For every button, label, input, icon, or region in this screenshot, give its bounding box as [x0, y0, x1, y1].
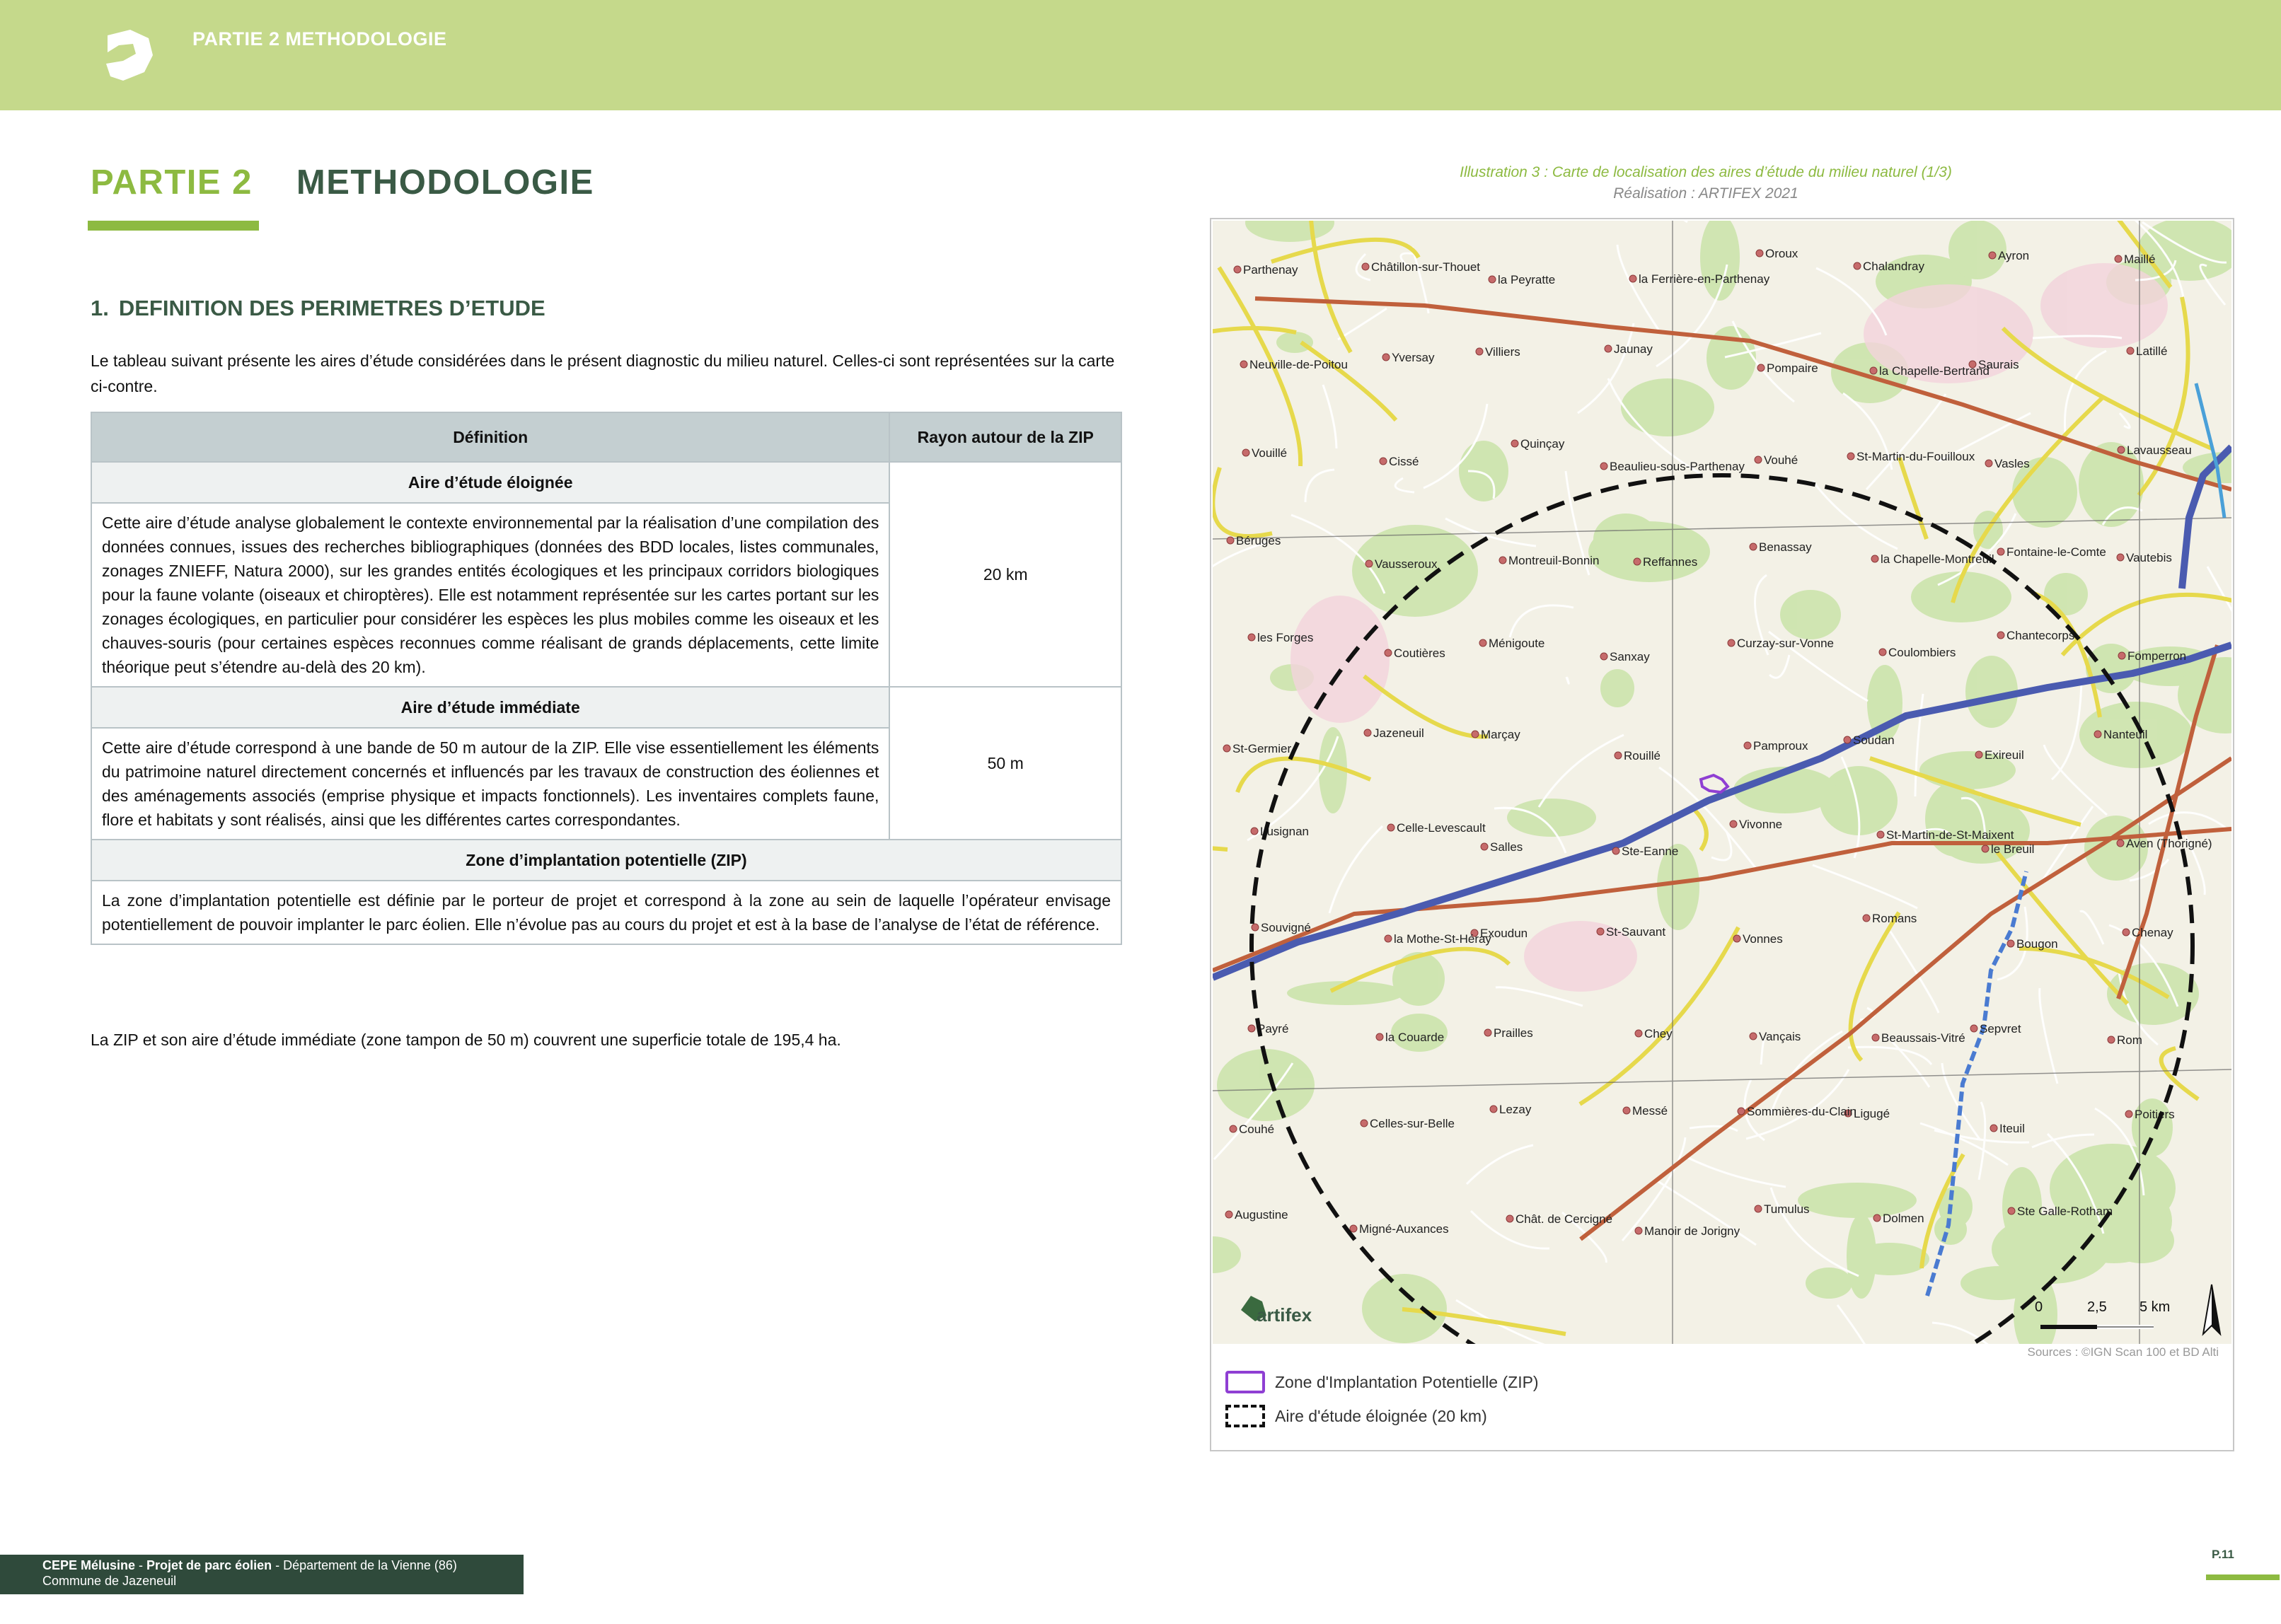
forest-area — [1507, 799, 1596, 837]
village-marker — [1873, 1214, 1881, 1222]
village-marker — [1985, 460, 1992, 467]
scale-label-5km: 5 km — [2139, 1299, 2171, 1315]
forest-area — [1276, 332, 1313, 353]
village-marker — [1750, 1033, 1757, 1040]
village-marker — [1225, 1211, 1232, 1218]
map-brand: artifex — [1257, 1304, 1312, 1326]
place-label: Villiers — [1485, 345, 1520, 359]
forest-area — [1934, 1214, 1967, 1245]
village-marker — [1385, 935, 1392, 942]
village-marker — [1600, 463, 1607, 470]
table-header-row — [91, 412, 1121, 462]
place-label: Exoudun — [1480, 927, 1528, 940]
village-marker — [1877, 831, 1884, 838]
place-label: Lusignan — [1260, 825, 1310, 838]
village-marker — [1472, 731, 1479, 738]
village-marker — [1755, 456, 1762, 463]
place-label: Nanteuil — [2103, 728, 2148, 741]
area-radius: 20 km — [889, 462, 1121, 687]
place-label: Châtillon-sur-Thouet — [1371, 260, 1481, 274]
place-label: Saurais — [1978, 358, 2019, 371]
area-description: Cette aire d’étude analyse globalement le contexte environnemental par la réalisation d’une compilation des données connues, issues des recherches bibliographiques (données des BDD locales, listes communales, zonages ZNIEFF, Natura 2000), sur les grandes entités écologiques et les principaux corridors biologiques pour la faune volante (oiseaux et chiroptères). Elle est notamment représentée sur les cartes portant sur les zonages écologiques, en particulier pour considérer les espèces les plus mobiles comme les oiseaux et les chauves-souris (pour certaines espèces reconnues comme réalisant de grands déplacements, cette limite théorique peut s’étendre au-delà des 20 km). — [91, 503, 889, 687]
village-marker — [1506, 1215, 1513, 1222]
section-number: 1. — [91, 296, 109, 320]
area-name: Zone d’implantation potentielle (ZIP) — [91, 840, 1121, 881]
village-marker — [2007, 940, 2014, 947]
village-marker — [1605, 345, 1612, 352]
village-marker — [2118, 446, 2125, 453]
village-marker — [1376, 1033, 1383, 1040]
place-label: Benassay — [1759, 540, 1812, 554]
village-marker — [1350, 1225, 1357, 1232]
place-label: Beaulieu-sous-Parthenay — [1610, 460, 1745, 473]
place-label: St-Martin-du-Fouilloux — [1856, 450, 1975, 463]
village-marker — [1970, 1025, 1977, 1032]
place-label: Yversay — [1392, 351, 1435, 364]
village-marker — [1990, 1125, 1997, 1132]
place-label: Sommières-du-Clain — [1747, 1105, 1856, 1118]
village-marker — [2094, 731, 2101, 738]
part-heading — [91, 163, 594, 202]
village-marker — [1479, 639, 1486, 646]
place-label: Romans — [1872, 912, 1917, 925]
place-label: Chalandray — [1863, 260, 1924, 273]
area-radius: 50 m — [889, 687, 1121, 840]
area-name: Aire d’étude immédiate — [91, 687, 889, 728]
place-label: Vausseroux — [1375, 557, 1438, 571]
place-label: Chât. de Cercigné — [1515, 1212, 1613, 1226]
place-label: Manoir de Jorigny — [1644, 1224, 1740, 1238]
village-marker — [1879, 649, 1886, 656]
village-marker — [2115, 255, 2122, 262]
place-label: Chenay — [2132, 926, 2173, 939]
village-marker — [2117, 840, 2124, 847]
footer-commune: Commune de Jazeneuil — [42, 1574, 177, 1588]
place-label: Pompaire — [1767, 361, 1818, 375]
place-label: Exireuil — [1985, 748, 2024, 762]
forest-area — [1459, 441, 1508, 501]
zip-symbol-icon — [1225, 1371, 1265, 1393]
section-title — [91, 296, 545, 321]
place-label: le Breuil — [1991, 842, 2035, 856]
legend-item-aire — [1225, 1399, 1539, 1433]
footer-line-1: CEPE Mélusine - Projet de parc éolien - Département de la Vienne (86) — [42, 1558, 457, 1572]
legend-label: Zone d'Implantation Potentielle (ZIP) — [1275, 1372, 1539, 1391]
map-sources: Sources : ©IGN Scan 100 et BD Alti — [2027, 1345, 2219, 1359]
place-label: Montreuil-Bonnin — [1508, 554, 1600, 567]
place-label: Vouhé — [1764, 453, 1798, 467]
village-marker — [1844, 736, 1851, 743]
village-marker — [1738, 1108, 1745, 1115]
village-marker — [1600, 653, 1607, 660]
village-marker — [2008, 1207, 2015, 1214]
part-name: METHODOLOGIE — [296, 163, 594, 202]
place-label: St-Germier — [1232, 742, 1292, 755]
village-marker — [1223, 745, 1230, 752]
village-marker — [2127, 347, 2134, 354]
map-image — [1213, 221, 2231, 1344]
table-row — [91, 462, 1121, 503]
place-label: Vivonne — [1739, 818, 1783, 831]
village-marker — [1733, 935, 1740, 942]
page-number: P.11 — [2212, 1548, 2234, 1561]
figure-credit: Réalisation : ARTIFEX 2021 — [1613, 185, 1798, 202]
place-label: Soudan — [1853, 733, 1895, 747]
village-marker — [1380, 458, 1387, 465]
figure-caption: Illustration 3 : Carte de localisation des aires d’étude du milieu naturel (1/3) — [1460, 164, 1952, 180]
village-marker — [1382, 354, 1390, 361]
village-marker — [1612, 847, 1619, 854]
village-marker — [1755, 1205, 1762, 1212]
village-marker — [1635, 1227, 1642, 1234]
village-marker — [1242, 449, 1249, 456]
area-description: Cette aire d’étude correspond à une bande de 50 m autour de la ZIP. Elle vise essentiellement les éléments du patrimoine naturel directement concernés et influencés par les travaux de construction des éoliennes et des aménagements associés (emprise physique et impacts fonctionnels). Les inventaires complets faune, flore et habitats y sont réalisés, ainsi que les différentes cartes correspondantes. — [91, 728, 889, 840]
village-marker — [1870, 367, 1877, 374]
village-marker — [1982, 845, 1989, 852]
place-label: Ste Galle-Rotham — [2017, 1205, 2113, 1218]
page-number-underline — [2206, 1574, 2280, 1580]
definition-table — [91, 412, 1122, 945]
footer-department: Département de la Vienne (86) — [283, 1558, 457, 1572]
place-label: Beaussais-Vitré — [1881, 1031, 1965, 1045]
table-header-definition: Définition — [91, 412, 889, 462]
place-label: Neuville-de-Poitou — [1249, 358, 1348, 371]
place-label: la Chapelle-Montreuil — [1881, 552, 1994, 566]
legend-label: Aire d'étude éloignée (20 km) — [1275, 1406, 1487, 1425]
village-marker — [2118, 652, 2125, 659]
place-label: Chantecorps — [2006, 629, 2075, 642]
place-label: Jaunay — [1614, 342, 1653, 356]
village-marker — [1744, 742, 1751, 749]
section-title-text: DEFINITION DES PERIMETRES D’ETUDE — [118, 296, 545, 320]
village-marker — [1230, 1125, 1237, 1132]
village-marker — [1511, 440, 1518, 447]
place-label: Poitiers — [2135, 1108, 2175, 1121]
village-marker — [1863, 915, 1870, 922]
place-label: Reffannes — [1643, 555, 1698, 569]
village-marker — [2117, 554, 2124, 561]
village-marker — [1750, 543, 1757, 550]
village-marker — [1481, 843, 1488, 850]
village-marker — [1975, 751, 1982, 758]
scale-label-0: 0 — [2035, 1299, 2043, 1315]
place-label: Lavausseau — [2127, 443, 2192, 457]
footer-client: CEPE Mélusine — [42, 1558, 136, 1572]
place-label: Marçay — [1481, 728, 1520, 741]
place-label: Béruges — [1236, 534, 1281, 547]
place-label: Quinçay — [1520, 437, 1565, 451]
place-label: Ayron — [1998, 249, 2030, 262]
place-label: Latillé — [2136, 344, 2168, 358]
village-marker — [1623, 1107, 1630, 1114]
village-marker — [1997, 548, 2004, 555]
place-label: Sepvret — [1980, 1022, 2021, 1036]
map-legend — [1225, 1365, 1539, 1433]
footer-project-info — [0, 1555, 524, 1594]
place-label: Migné-Auxances — [1359, 1222, 1449, 1236]
place-label: Ste-Eanne — [1622, 845, 1679, 858]
place-label: les Forges — [1257, 631, 1314, 644]
village-marker — [1476, 348, 1483, 355]
place-label: Vonnes — [1743, 932, 1783, 946]
table-header-rayon: Rayon autour de la ZIP — [889, 412, 1121, 462]
place-label: la Chapelle-Bertrand — [1879, 364, 1990, 378]
place-label: Ligugé — [1854, 1107, 1890, 1120]
village-marker — [1240, 361, 1247, 368]
village-marker — [2108, 1036, 2115, 1043]
place-label: Payré — [1257, 1022, 1289, 1036]
footer-project: Projet de parc éolien — [146, 1558, 272, 1572]
conclusion-paragraph: La ZIP et son aire d’étude immédiate (zone tampon de 50 m) couvrent une superficie totale de 195,4 ha. — [91, 1031, 841, 1049]
place-label: Souvigné — [1261, 921, 1311, 934]
village-marker — [1847, 453, 1854, 460]
place-label: Celle-Levescault — [1397, 821, 1486, 835]
village-marker — [1730, 820, 1737, 828]
place-label: Messé — [1632, 1104, 1668, 1118]
village-marker — [1248, 634, 1255, 641]
place-label: Iteuil — [1999, 1122, 2025, 1135]
place-label: Cissé — [1389, 455, 1419, 468]
village-marker — [1227, 537, 1234, 544]
village-marker — [1361, 1120, 1368, 1127]
village-marker — [1499, 557, 1506, 564]
place-label: Sanxay — [1610, 650, 1650, 663]
place-label: Pamproux — [1753, 739, 1808, 753]
place-label: Maillé — [2124, 253, 2156, 266]
village-marker — [1362, 263, 1369, 270]
village-marker — [1629, 275, 1636, 282]
place-label: Salles — [1490, 840, 1523, 854]
place-label: Dolmen — [1883, 1212, 1924, 1225]
table-row — [91, 840, 1121, 881]
forest-area — [1806, 1268, 1852, 1299]
village-marker — [1854, 262, 1861, 269]
place-label: la Ferrière-en-Parthenay — [1639, 272, 1770, 286]
place-label: Rouillé — [1624, 749, 1661, 762]
village-marker — [1248, 1025, 1255, 1032]
scale-label-2-5: 2,5 — [2087, 1299, 2107, 1315]
place-label: Tumulus — [1764, 1202, 1810, 1216]
place-label: Celles-sur-Belle — [1370, 1117, 1455, 1130]
place-label: Bougon — [2016, 937, 2058, 951]
village-marker — [1997, 632, 2004, 639]
place-label: Vançais — [1759, 1030, 1801, 1043]
part-number: PARTIE 2 — [91, 163, 253, 202]
place-label: la Peyratte — [1498, 273, 1556, 286]
place-label: Coulombiers — [1888, 646, 1956, 659]
table-row — [91, 881, 1121, 944]
place-label: Jazeneuil — [1373, 726, 1424, 740]
village-marker — [1490, 1106, 1497, 1113]
village-marker — [1387, 824, 1394, 831]
place-label: Couhé — [1239, 1123, 1275, 1136]
area-description: La zone d’implantation potentielle est définie par le porteur de projet et correspond à la zone au sein de laquelle l’opérateur envisage potentiellement de pouvoir implanter le parc éolien. Elle n’évolue pas au cours du projet et est à la base de l’analyse de l’état de référence. — [91, 881, 1121, 944]
place-label: Vautebis — [2126, 551, 2172, 564]
map-figure — [1210, 218, 2234, 1451]
place-label: Parthenay — [1243, 263, 1298, 277]
place-label: Fomperron — [2127, 649, 2187, 663]
heading-underline — [88, 221, 259, 231]
village-marker — [1635, 1030, 1642, 1037]
legend-item-zip — [1225, 1365, 1539, 1399]
forest-area — [1621, 378, 1714, 436]
area-name: Aire d’étude éloignée — [91, 462, 889, 503]
place-label: Fontaine-le-Comte — [2006, 545, 2106, 559]
village-marker — [1634, 558, 1641, 565]
village-marker — [1757, 364, 1765, 371]
place-label: Vouillé — [1252, 446, 1288, 460]
place-label: Lezay — [1499, 1103, 1532, 1116]
place-label: Augustine — [1235, 1208, 1288, 1222]
village-marker — [1872, 1034, 1879, 1041]
intro-paragraph: Le tableau suivant présente les aires d’étude considérées dans le présent diagnostic du milieu naturel. Celles-ci sont représentées sur la carte ci-contre. — [91, 352, 1115, 395]
village-marker — [2125, 1110, 2132, 1118]
village-marker — [1252, 924, 1259, 931]
forest-area — [1780, 590, 1841, 639]
village-marker — [1756, 250, 1763, 257]
place-label: Vasles — [1994, 457, 2030, 470]
dashed-circle-symbol-icon — [1225, 1405, 1265, 1427]
place-label: la Couarde — [1385, 1031, 1445, 1044]
header-bar — [0, 0, 2281, 110]
company-logo-icon — [102, 27, 157, 83]
village-marker — [1871, 555, 1878, 562]
village-marker — [1251, 828, 1258, 835]
place-label: Aven (Thorigné) — [2126, 837, 2212, 850]
village-marker — [1615, 752, 1622, 759]
village-marker — [1234, 266, 1241, 273]
place-label: Rom — [2117, 1033, 2142, 1047]
forest-area — [1992, 1214, 2110, 1284]
header-title: PARTIE 2 METHODOLOGIE — [192, 28, 447, 50]
place-label: Oroux — [1765, 247, 1798, 260]
table-row — [91, 687, 1121, 728]
place-label: St-Martin-de-St-Maixent — [1886, 828, 2014, 842]
village-marker — [1385, 649, 1392, 656]
place-label: Prailles — [1494, 1026, 1533, 1040]
village-marker — [1989, 252, 1996, 259]
village-marker — [1728, 639, 1735, 646]
place-label: Coutières — [1394, 646, 1445, 660]
forest-area — [1600, 669, 1634, 707]
village-marker — [1489, 276, 1496, 283]
village-marker — [1364, 729, 1371, 736]
village-marker — [1597, 928, 1604, 935]
place-label: la Mothe-St-Héray — [1394, 932, 1491, 946]
village-marker — [1365, 560, 1373, 567]
place-label: St-Sauvant — [1606, 925, 1666, 939]
place-label: Ménigoute — [1489, 637, 1545, 650]
village-marker — [2123, 929, 2130, 936]
village-marker — [1484, 1029, 1491, 1036]
place-label: Chey — [1644, 1027, 1673, 1040]
place-label: Curzay-sur-Vonne — [1737, 637, 1835, 650]
